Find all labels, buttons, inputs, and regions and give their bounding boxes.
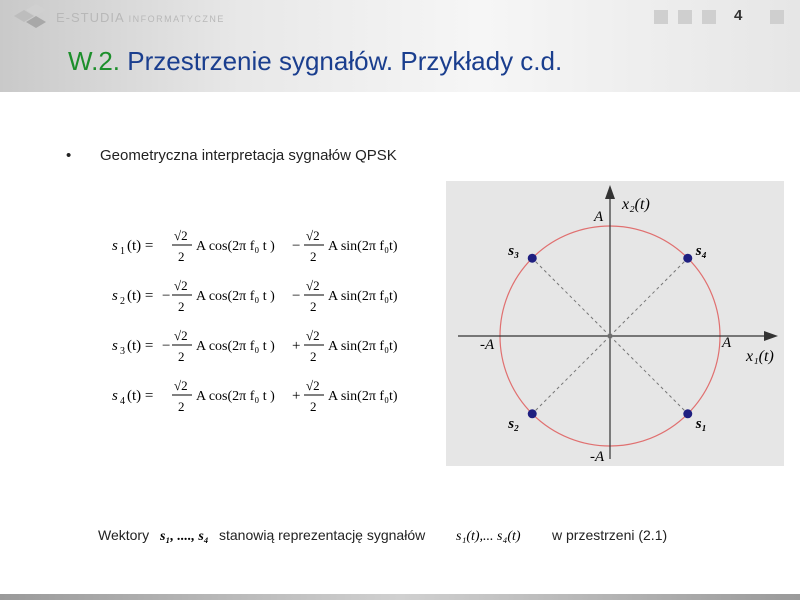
signals-symbol: s₁(t),... s₄(t): [456, 529, 521, 544]
formula-sub: 3: [120, 346, 125, 357]
constellation-point: [528, 409, 537, 418]
formula-arg: (t) =: [127, 388, 154, 404]
formula-frac2-num: √2: [306, 328, 320, 343]
title-main: Przestrzenie sygnałów. Przykłady c.d.: [127, 46, 563, 76]
formula-sign2: +: [292, 388, 301, 404]
formula-frac2-num: √2: [306, 228, 320, 243]
point-label: s₄: [695, 243, 707, 260]
formula-frac1-num: √2: [174, 278, 188, 293]
formula-arg: (t) =: [127, 338, 154, 354]
formula-arg: (t) =: [127, 238, 154, 254]
brand-main: E-STUDIA: [56, 10, 124, 25]
formula-frac1-den: 2: [178, 349, 185, 364]
formula-s4: [112, 378, 398, 414]
estudia-logo-icon: [12, 4, 52, 30]
formula-frac1-den: 2: [178, 299, 185, 314]
formula-frac1-den: 2: [178, 249, 185, 264]
bottom-math-1: [160, 520, 210, 546]
nav-square-2[interactable]: [678, 10, 692, 24]
formula-lhs: s: [112, 238, 118, 254]
formula-arg: (t) =: [127, 288, 154, 304]
formula-term2: A sin(2π f₀t): [328, 239, 398, 254]
formula-term2: A sin(2π f₀t): [328, 289, 398, 304]
diagonal-line: [532, 336, 610, 414]
vectors-symbol: s₁, ...., s₄: [160, 529, 209, 544]
label-a-top: A: [594, 209, 604, 225]
constellation-points: [507, 243, 707, 432]
x-axis-arrow-icon: [764, 331, 778, 341]
y-axis-label: x₂(t): [622, 196, 650, 213]
formula-lhs: s: [112, 288, 118, 304]
formula-lhs: s: [112, 338, 118, 354]
bullet-text: Geometryczna interpretacja sygnałów QPSK: [100, 147, 397, 164]
formula-sign1: −: [162, 338, 171, 354]
x-axis-label: x₁(t): [746, 348, 774, 365]
brand-sub: INFORMATYCZNE: [128, 14, 225, 24]
label-neg-a-left: -A: [480, 337, 495, 353]
formula-sub: 4: [120, 396, 125, 407]
formula-frac1-num: √2: [174, 328, 188, 343]
label-a-right: A: [722, 335, 732, 351]
point-label: s₁: [695, 415, 707, 432]
formula-frac2-num: √2: [306, 278, 320, 293]
formula-lhs: s: [112, 388, 118, 404]
formula-s2: [112, 278, 398, 314]
diagonal-line: [532, 258, 610, 336]
formula-term2: A sin(2π f₀t): [328, 339, 398, 354]
y-axis-arrow-icon: [605, 185, 615, 199]
formula-term1: A cos(2π f₀ t ): [196, 389, 275, 404]
formula-sign2: −: [292, 288, 301, 304]
nav-square-3[interactable]: [702, 10, 716, 24]
formula-term2: A sin(2π f₀t): [328, 389, 398, 404]
constellation-point: [683, 409, 692, 418]
constellation-point: [683, 254, 692, 263]
formula-s3: [112, 328, 398, 364]
formula-frac2-den: 2: [310, 299, 317, 314]
formula-frac2-den: 2: [310, 399, 317, 414]
constellation-diagram: [446, 181, 784, 466]
point-label: s₃: [508, 243, 520, 260]
formula-sub: 1: [120, 246, 125, 257]
formula-sign2: −: [292, 238, 301, 254]
diagonal-line: [610, 258, 688, 336]
bottom-math-2: [456, 520, 542, 546]
constellation-point: [528, 254, 537, 263]
page-number: 4: [734, 7, 743, 24]
bottom-text-2: stanowią reprezentację sygnałów: [219, 527, 426, 543]
nav-square-4[interactable]: [770, 10, 784, 24]
formula-s1: [112, 228, 398, 264]
footer-divider: [0, 594, 800, 600]
label-neg-a-bottom: -A: [590, 449, 605, 465]
brand-name: [56, 10, 225, 25]
formula-frac1-num: √2: [174, 228, 188, 243]
qpsk-formulas: [112, 224, 432, 424]
formula-term1: A cos(2π f₀ t ): [196, 339, 275, 354]
bottom-text-3: w przestrzeni (2.1): [552, 527, 668, 543]
formula-term1: A cos(2π f₀ t ): [196, 239, 275, 254]
page-title: [68, 46, 562, 77]
formula-sub: 2: [120, 296, 125, 307]
formula-frac2-den: 2: [310, 249, 317, 264]
diagonal-line: [610, 336, 688, 414]
formula-term1: A cos(2π f₀ t ): [196, 289, 275, 304]
formula-sign2: +: [292, 338, 301, 354]
bottom-text-1: Wektory: [98, 527, 150, 543]
qpsk-constellation-figure: [446, 181, 784, 466]
formula-sign1: −: [162, 288, 171, 304]
title-prefix: W.2.: [68, 46, 121, 76]
nav-square-1[interactable]: [654, 10, 668, 24]
formula-frac2-den: 2: [310, 349, 317, 364]
formula-frac1-num: √2: [174, 378, 188, 393]
formula-frac2-num: √2: [306, 378, 320, 393]
point-label: s₂: [508, 415, 520, 432]
slide-header: [0, 0, 800, 92]
formula-frac1-den: 2: [178, 399, 185, 414]
bullet-symbol: •: [66, 147, 72, 164]
